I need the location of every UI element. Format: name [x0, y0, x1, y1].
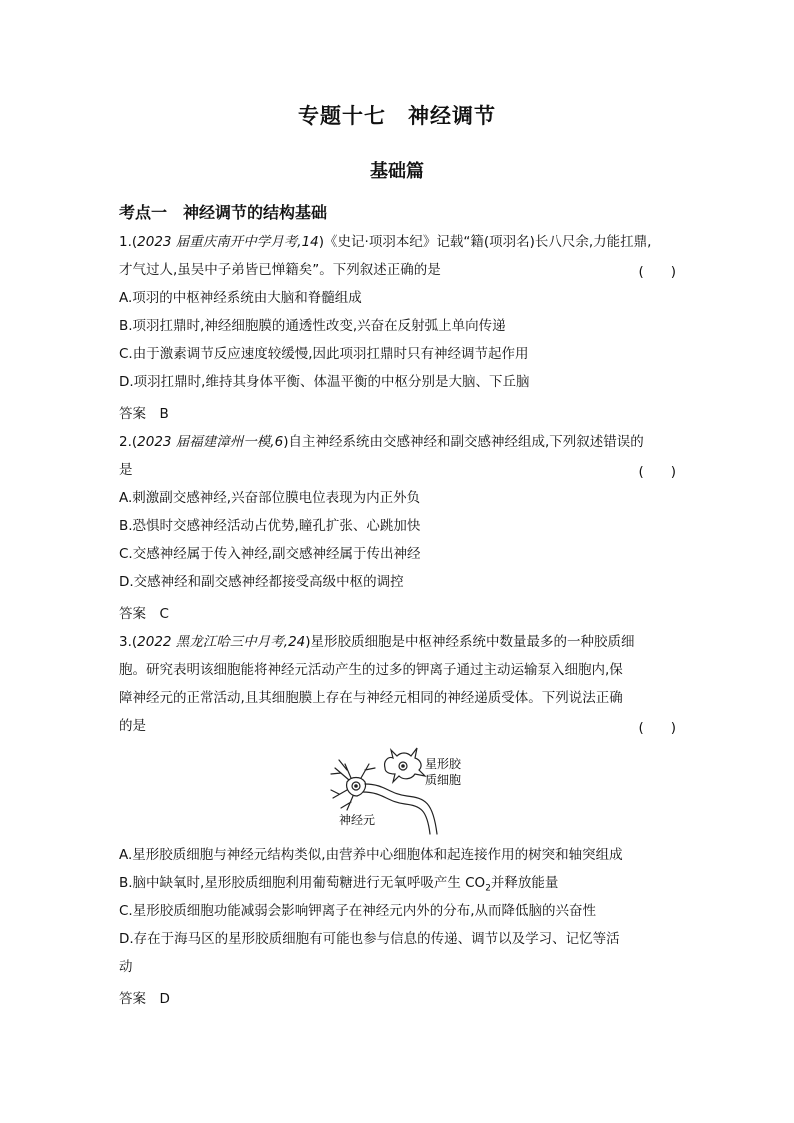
page-subtitle: 基础篇 [370, 161, 424, 182]
question-3-answer: 答案 D [119, 991, 170, 1007]
question-3-stem-line2: 胞。研究表明该细胞能将神经元活动产生的过多的钾离子通过主动运输泵入细胞内,保 [119, 662, 623, 678]
question-2-option-d: D.交感神经和副交感神经都接受高级中枢的调控 [119, 574, 404, 590]
figure-label-neuron: 神经元 [339, 813, 376, 827]
neuron-astrocyte-diagram [325, 738, 475, 838]
question-1-stem: 1.(2023 届重庆南开中学月考,14)《史记·项羽本纪》记载“籍(项羽名)长八尺余,力能扛鼎, [119, 234, 652, 250]
question-3-stem: 3.(2022 黑龙江哈三中月考,24)星形胶质细胞是中枢神经系统中数量最多的一种胶质细 [119, 634, 635, 650]
question-3-option-a: A.星形胶质细胞与神经元结构类似,由营养中心细胞体和起连接作用的树突和轴突组成 [119, 847, 623, 863]
figure-label-astrocyte-2: 质细胞 [425, 773, 462, 787]
question-1-stem-line2: 才气过人,虽吴中子弟皆已惮籍矣”。下列叙述正确的是 [119, 262, 441, 278]
question-1-answer-blank: ( ) [638, 264, 676, 280]
question-3-stem-line4: 的是 [119, 718, 146, 734]
question-3-source: 2022 黑龙江哈三中月考,24 [137, 634, 306, 650]
neuron-astrocyte-figure [325, 738, 475, 838]
question-3-stem-line3: 障神经元的正常活动,且其细胞膜上存在与神经元相同的神经递质受体。下列说法正确 [119, 690, 623, 706]
section-heading: 考点一 神经调节的结构基础 [119, 203, 328, 222]
question-3-option-b: B.脑中缺氧时,星形胶质细胞利用葡萄糖进行无氧呼吸产生 $CO_2$并释放能量 [119, 875, 559, 894]
question-2-option-c: C.交感神经属于传入神经,副交感神经属于传出神经 [119, 546, 421, 562]
question-2-source: 2023 届福建漳州一模,6 [137, 434, 284, 450]
question-2-stem: 2.(2023 届福建漳州一模,6)自主神经系统由交感神经和副交感神经组成,下列叙述错误的 [119, 434, 644, 450]
question-1-option-a: A.项羽的中枢神经系统由大脑和脊髓组成 [119, 290, 362, 306]
page-title: 专题十七 神经调节 [298, 104, 496, 128]
neuron-axon [365, 784, 437, 834]
astrocyte-shape [385, 748, 425, 782]
question-2-option-a: A.刺激副交感神经,兴奋部位膜电位表现为内正外负 [119, 490, 421, 506]
question-1-option-d: D.项羽扛鼎时,维持其身体平衡、体温平衡的中枢分别是大脑、下丘脑 [119, 374, 530, 390]
figure-label-astrocyte-1: 星形胶 [425, 757, 462, 771]
question-3-option-d-line2: 动 [119, 959, 133, 975]
question-3-answer-blank: ( ) [638, 720, 676, 736]
question-2-stem-line2: 是 [119, 462, 133, 478]
question-1-option-c: C.由于激素调节反应速度较缓慢,因此项羽扛鼎时只有神经调节起作用 [119, 346, 529, 362]
question-2-answer-blank: ( ) [638, 464, 676, 480]
question-2-answer: 答案 C [119, 606, 169, 622]
question-2-option-b: B.恐惧时交感神经活动占优势,瞳孔扩张、心跳加快 [119, 518, 421, 534]
question-3-option-c: C.星形胶质细胞功能减弱会影响钾离子在神经元内外的分布,从而降低脑的兴奋性 [119, 903, 597, 919]
question-1-option-b: B.项羽扛鼎时,神经细胞膜的通透性改变,兴奋在反射弧上单向传递 [119, 318, 506, 334]
question-1-source: 2023 届重庆南开中学月考,14 [137, 234, 319, 250]
question-3-option-d: D.存在于海马区的星形胶质细胞有可能也参与信息的传递、调节以及学习、记忆等活 [119, 931, 620, 947]
question-1-answer: 答案 B [119, 406, 169, 422]
